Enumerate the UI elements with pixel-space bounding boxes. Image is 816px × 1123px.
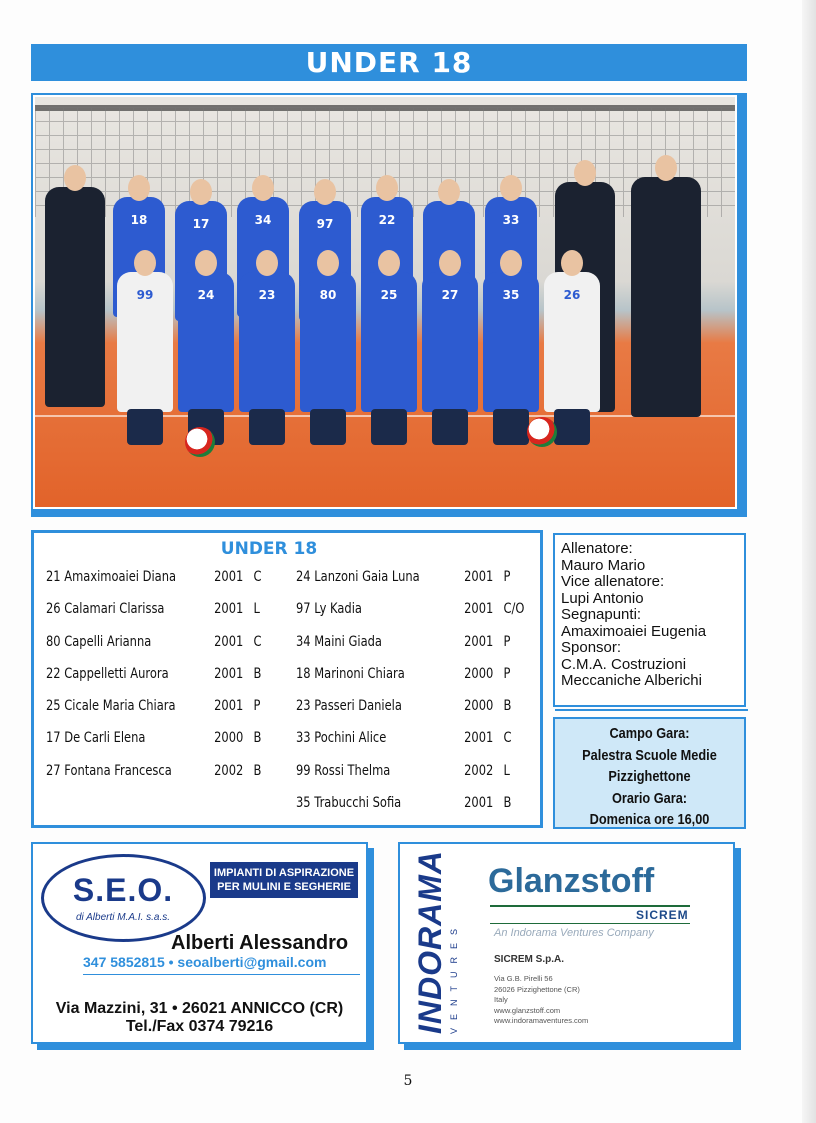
player-head <box>317 250 339 276</box>
staff-line: Allenatore: <box>561 540 633 557</box>
glanzstoff-logo: Glanzstoff <box>488 862 655 900</box>
jersey-number: 35 <box>502 288 520 302</box>
ad-seo-shadow <box>37 1044 374 1050</box>
jersey-number: 34 <box>254 213 272 227</box>
jersey-number: 27 <box>441 288 459 302</box>
jersey-number: 80 <box>319 288 337 302</box>
jersey-number: 97 <box>316 217 334 231</box>
ad-glanz-shadow <box>404 1044 741 1050</box>
player-year: 2001 <box>464 569 494 585</box>
player-year: 2001 <box>464 601 494 618</box>
coach-left <box>45 187 105 407</box>
front-row-player <box>300 272 356 412</box>
seo-address-block <box>33 1000 366 1036</box>
sicrem-label: SICREM <box>636 908 689 922</box>
jersey-number: 33 <box>502 213 520 227</box>
player-role: B <box>253 730 262 747</box>
ventures-wordmark: VENTURES <box>449 920 459 1034</box>
staff-line: Sponsor: <box>561 639 622 656</box>
staff-line: Mauro Mario <box>561 556 646 574</box>
player-head <box>134 250 156 276</box>
player-name: 34 Maini Giada <box>296 633 382 650</box>
seo-contact: 347 5852815 • seoalberti@gmail.com <box>83 954 327 970</box>
seo-phone: Tel./Fax 0374 79216 <box>125 1018 274 1035</box>
player-legs <box>554 409 590 445</box>
player-name: 23 Passeri Daniela <box>296 698 402 715</box>
player-role: P <box>503 665 511 682</box>
player-year: 2002 <box>214 762 244 779</box>
ad-glanz-shadow-side <box>735 848 741 1050</box>
sicrem-company: SICREM S.p.A. <box>494 954 565 965</box>
player-year: 2001 <box>214 698 244 715</box>
front-row-player <box>361 272 417 412</box>
ad-seo <box>31 842 368 1044</box>
player-name: 24 Lanzoni Gaia Luna <box>296 569 420 585</box>
address-line: www.glanzstoff.com <box>494 1005 561 1015</box>
seo-logo-sub: di Alberti M.A.I. s.a.s. <box>75 912 171 923</box>
volleyball <box>527 417 557 447</box>
staff-line: C.M.A. Costruzioni <box>561 655 687 673</box>
player-head <box>252 175 274 201</box>
seo-banner: IMPIANTI DI ASPIRAZIONE PER MULINI E SEGHERIE <box>210 862 358 898</box>
venue-line: Domenica ore 16,00 <box>589 811 710 828</box>
player-head <box>574 160 596 186</box>
player-role: C <box>253 569 262 585</box>
player-name: 18 Marinoni Chiara <box>296 665 405 682</box>
staff-line: Segnapunti: <box>561 606 642 623</box>
player-name: 21 Amaximoaiei Diana <box>46 569 177 585</box>
player-role: B <box>503 698 512 715</box>
player-name: 80 Capelli Arianna <box>46 633 152 650</box>
address-line: Via G.B. Pirelli 56 <box>494 974 553 983</box>
player-legs <box>493 409 529 445</box>
player-role: P <box>253 698 261 715</box>
player-name: 99 Rossi Thelma <box>296 762 391 779</box>
page-title: UNDER 18 <box>305 46 473 79</box>
glanzstoff-rule <box>490 905 690 907</box>
venue-line: Campo Gara: <box>609 725 690 742</box>
front-row-player <box>178 272 234 412</box>
player-name: 35 Trabucchi Sofia <box>296 795 402 812</box>
roster-title: UNDER 18 <box>220 539 318 559</box>
player-role: C/O <box>503 601 525 618</box>
staff-line: Vice allenatore: <box>561 573 665 590</box>
page-edge <box>802 0 816 1123</box>
player-year: 2001 <box>464 633 494 650</box>
player-name: 25 Cicale Maria Chiara <box>46 698 176 715</box>
player-role: C <box>503 730 512 747</box>
player-year: 2001 <box>214 665 244 682</box>
player-head <box>439 250 461 276</box>
venue-line: Palestra Scuole Medie <box>582 746 717 764</box>
player-year: 2000 <box>464 665 494 682</box>
jersey-number: 18 <box>130 213 148 227</box>
roster-panel <box>31 530 543 828</box>
player-head <box>561 250 583 276</box>
player-year: 2001 <box>214 569 244 585</box>
player-year: 2000 <box>214 730 244 747</box>
player-name: 97 Ly Kadia <box>296 601 362 618</box>
player-head <box>655 155 677 181</box>
venue-panel <box>553 717 746 829</box>
player-role: B <box>503 795 512 812</box>
title-bar <box>31 44 747 81</box>
player-legs <box>249 409 285 445</box>
address-line: Italy <box>494 995 508 1004</box>
glanzstoff-rule-2 <box>490 923 690 924</box>
player-legs <box>127 409 163 445</box>
player-name: 17 De Carli Elena <box>46 730 146 747</box>
glanzstoff-tagline: An Indorama Ventures Company <box>494 927 654 939</box>
ad-glanzstoff <box>398 842 735 1044</box>
player-head <box>378 250 400 276</box>
ad-seo-shadow-side <box>368 848 374 1050</box>
player-head <box>190 179 212 205</box>
player-legs <box>310 409 346 445</box>
player-year: 2001 <box>214 633 244 650</box>
front-row-player <box>239 272 295 412</box>
front-row-player <box>483 272 539 412</box>
player-head <box>128 175 150 201</box>
player-year: 2001 <box>464 795 494 812</box>
seo-address: Via Mazzini, 31 • 26021 ANNICCO (CR) <box>55 1000 344 1017</box>
player-legs <box>432 409 468 445</box>
player-role: L <box>503 762 510 779</box>
glanzstoff-address <box>494 974 588 1027</box>
staff-line: Meccaniche Alberichi <box>561 672 702 689</box>
player-role: C <box>253 633 262 650</box>
player-name: 33 Pochini Alice <box>296 730 387 747</box>
coach-right <box>631 177 701 417</box>
player-head <box>500 175 522 201</box>
jersey-number: 99 <box>136 288 154 302</box>
seo-logo: S.E.O. <box>72 872 174 908</box>
jersey-number: 17 <box>192 217 210 231</box>
staff-panel <box>553 533 746 707</box>
team-photo-frame <box>31 93 747 517</box>
venue-line: Orario Gara: <box>611 789 688 807</box>
seo-divider <box>83 974 360 975</box>
indorama-wordmark: INDORAMA <box>412 850 448 1034</box>
player-year: 2001 <box>464 730 494 747</box>
address-line: 26026 Pizzighettone (CR) <box>494 984 580 994</box>
player-head <box>500 250 522 276</box>
player-year: 2000 <box>464 698 494 715</box>
player-year: 2002 <box>464 762 494 779</box>
seo-contact-name: Alberti Alessandro <box>171 932 349 954</box>
player-name: 27 Fontana Francesca <box>46 762 172 779</box>
jersey-number: 22 <box>378 213 396 227</box>
player-head <box>195 250 217 276</box>
player-role: B <box>253 665 262 682</box>
jersey-number: 24 <box>197 288 215 302</box>
player-name: 26 Calamari Clarissa <box>46 601 165 618</box>
player-role: L <box>253 601 260 618</box>
page-number: 5 <box>403 1073 413 1089</box>
player-head <box>438 179 460 205</box>
jersey-number: 25 <box>380 288 398 302</box>
player-name: 22 Cappelletti Aurora <box>46 665 169 682</box>
player-head <box>376 175 398 201</box>
front-row-player <box>544 272 600 412</box>
volleyball <box>185 427 215 457</box>
player-head <box>64 165 86 191</box>
player-role: B <box>253 762 262 779</box>
staff-line: Lupi Antonio <box>561 589 644 607</box>
indorama-logo <box>412 850 459 1034</box>
staff-line: Amaximoaiei Eugenia <box>561 622 707 640</box>
player-year: 2001 <box>214 601 244 618</box>
front-row-player <box>117 272 173 412</box>
player-role: P <box>503 633 511 650</box>
player-head <box>256 250 278 276</box>
front-row-player <box>422 272 478 412</box>
venue-line: Pizzighettone <box>608 768 691 785</box>
player-head <box>314 179 336 205</box>
player-role: P <box>503 569 511 585</box>
staff-shadow <box>555 709 748 711</box>
jersey-number: 23 <box>258 288 276 302</box>
address-line: www.indoramaventures.com <box>494 1016 589 1025</box>
player-legs <box>371 409 407 445</box>
jersey-number: 26 <box>563 288 581 302</box>
team-photo <box>33 95 737 509</box>
